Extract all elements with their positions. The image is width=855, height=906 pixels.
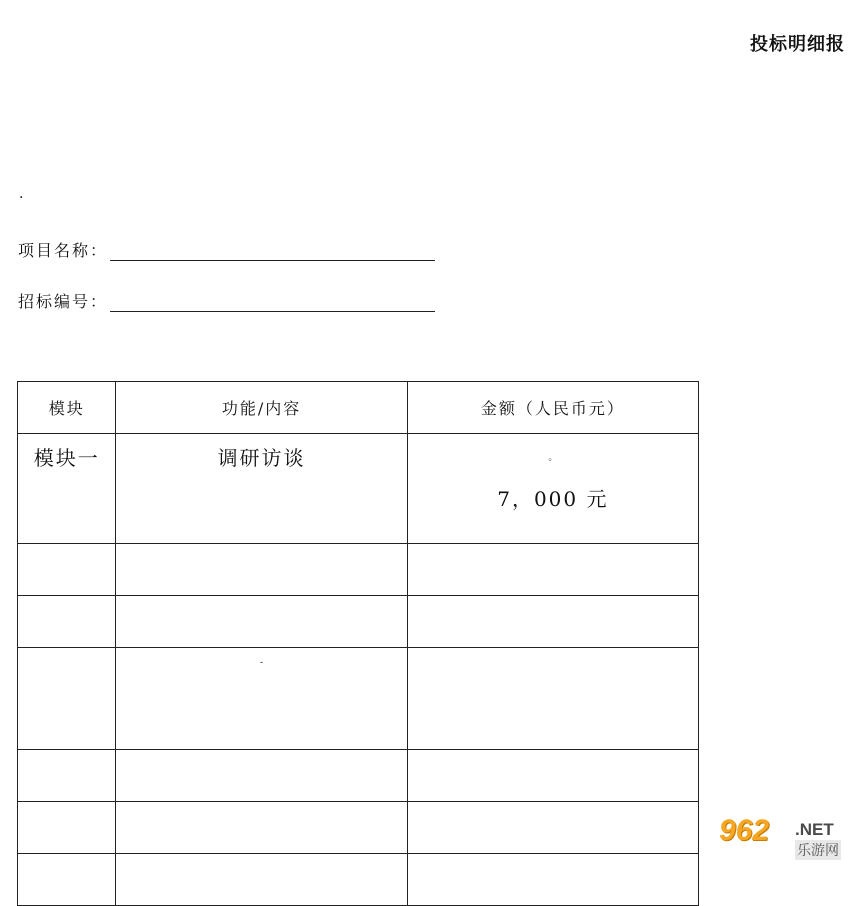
- content-mark: -: [260, 658, 264, 668]
- watermark-suffix: .NET: [795, 820, 834, 839]
- table-row: [18, 750, 699, 802]
- table-header-row: [18, 382, 699, 434]
- amount-cell: [407, 750, 698, 802]
- module-cell: 模块一: [18, 434, 116, 544]
- content-cell: 调研访谈: [116, 434, 407, 544]
- table-row: [18, 802, 699, 854]
- watermark-site-name: 乐游网: [795, 840, 841, 860]
- module-cell: [18, 596, 116, 648]
- amount-cell: [407, 648, 698, 750]
- module-cell: [18, 648, 116, 750]
- table-row: [18, 854, 699, 906]
- watermark-number: 962: [719, 814, 770, 847]
- site-watermark-logo: [715, 812, 855, 864]
- project-name-field: [18, 238, 435, 261]
- table-row: [18, 544, 699, 596]
- stray-dot: .: [19, 186, 24, 202]
- project-name-label: 项目名称：: [18, 241, 109, 260]
- document-title: 投标明细报: [750, 34, 845, 55]
- header-module: 模块: [18, 382, 116, 434]
- bid-number-label: 招标编号：: [18, 292, 109, 311]
- content-cell: [116, 648, 407, 750]
- module-cell: [18, 544, 116, 596]
- table-row: [18, 596, 699, 648]
- table-row: [18, 648, 699, 750]
- header-amount: 金额（人民币元）: [407, 382, 698, 434]
- amount-mark: 。: [548, 453, 558, 463]
- table-row: [18, 434, 699, 544]
- bid-number-field: [18, 289, 435, 312]
- content-cell: [116, 854, 407, 906]
- amount-value: 7，000 元: [497, 487, 609, 511]
- module-cell: [18, 854, 116, 906]
- amount-cell: [407, 854, 698, 906]
- content-cell: [116, 802, 407, 854]
- content-cell: [116, 596, 407, 648]
- amount-cell: [407, 596, 698, 648]
- header-content: 功能/内容: [116, 382, 407, 434]
- content-cell: [116, 750, 407, 802]
- module-cell: [18, 750, 116, 802]
- bid-detail-table: [17, 381, 699, 906]
- amount-cell: [407, 544, 698, 596]
- bid-number-underline[interactable]: [110, 293, 435, 312]
- module-cell: [18, 802, 116, 854]
- project-name-underline[interactable]: [110, 242, 435, 261]
- amount-cell: [407, 434, 698, 544]
- content-cell: [116, 544, 407, 596]
- amount-cell: [407, 802, 698, 854]
